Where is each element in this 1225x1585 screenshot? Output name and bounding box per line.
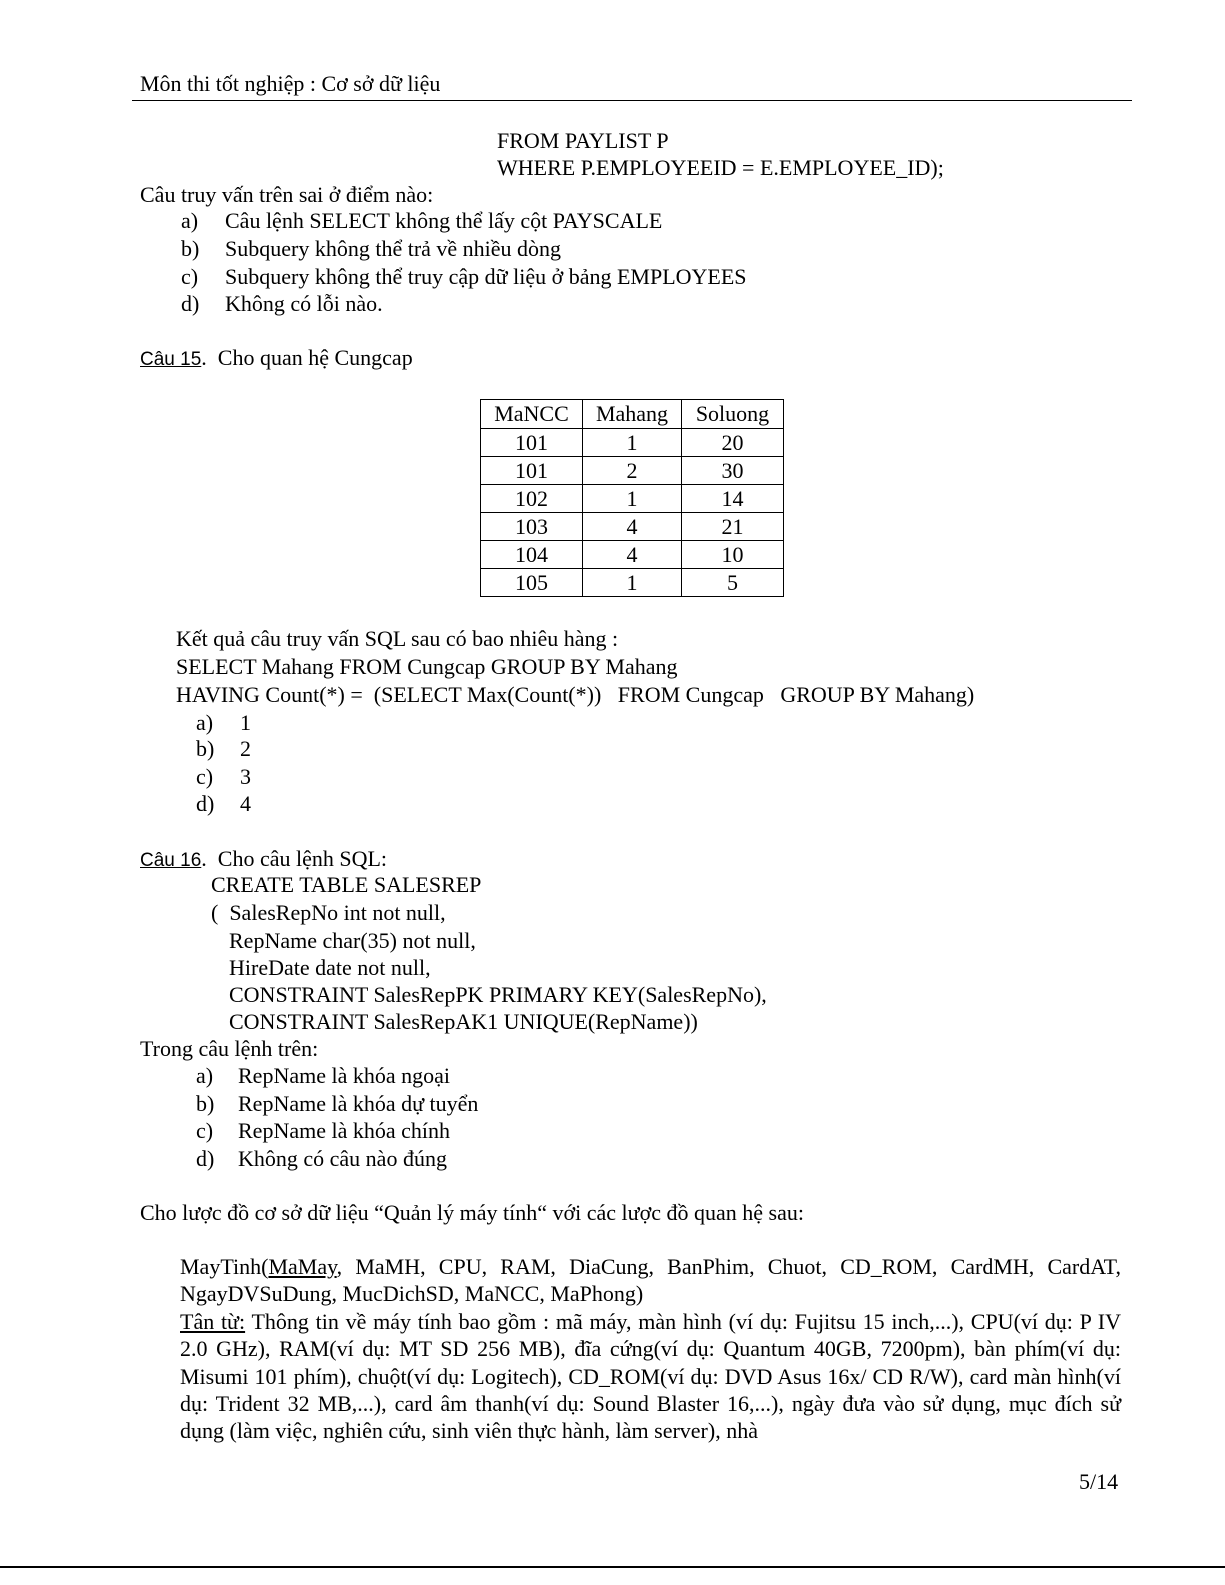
code-line: CONSTRAINT SalesRepAK1 UNIQUE(RepName)) [229, 1009, 698, 1034]
sql-line: HAVING Count(*) = (SELECT Max(Count(*)) FROM Cungcap GROUP BY Mahang) [176, 682, 975, 707]
question-number-punct: . [201, 846, 207, 871]
question-prompt: Trong câu lệnh trên: [140, 1036, 319, 1061]
relation-definition [180, 1253, 1121, 1308]
option-text: 1 [240, 710, 251, 735]
option-item [181, 235, 561, 262]
option-item [181, 290, 383, 317]
question-title: Cho câu lệnh SQL: [217, 846, 388, 871]
option-text: Không có lỗi nào. [225, 291, 383, 316]
table-cell: 14 [682, 485, 784, 513]
table-cell: 101 [481, 429, 583, 457]
question-prompt: Kết quả câu truy vấn SQL sau có bao nhiêu hàng : [176, 626, 619, 651]
table-cell: 21 [682, 513, 784, 541]
table-cell: 5 [682, 569, 784, 597]
code-line: RepName char(35) not null, [229, 928, 476, 953]
option-text: Câu lệnh SELECT không thể lấy cột PAYSCALE [225, 208, 663, 233]
predicate-label: Tân từ: [180, 1308, 246, 1334]
option-item [196, 763, 251, 790]
question-number: Câu 15 [140, 349, 202, 370]
option-item [196, 790, 251, 817]
option-item [196, 735, 251, 762]
predicate-text: Thông tin về máy tính bao gồm : mã máy, màn hình (ví dụ: Fujitsu 15 inch,...), CPU(ví dụ: P IV 2.0 GHz), RAM(ví dụ: MT SD 256 MB), đĩa cứng(ví dụ: Quantum 40GB, 7200pm), bàn phím(ví dụ: Misumi 101 phím), chuột(ví dụ: Logitech), CD_ROM(ví dụ: DVD Asus 16x/ CD R/W), card màn hình(ví dụ: Trident 32 MB,...), card âm thanh(ví dụ: Sound Blaster 16,...), ngày đưa vào sử dụng, mục đích sử dụng (làm việc, nghiên cứu, sinh viên thực hành, làm server), nhà [180, 1308, 1121, 1444]
table-row [481, 429, 784, 457]
cungcap-table [480, 399, 784, 597]
option-text: Subquery không thể trả về nhiều dòng [225, 236, 562, 261]
page-bottom-edge [0, 1566, 1225, 1568]
table-row [481, 457, 784, 485]
code-line: HireDate date not null, [229, 955, 431, 980]
table-cell: 101 [481, 457, 583, 485]
table-cell: 1 [583, 429, 682, 457]
table-cell: 4 [583, 513, 682, 541]
table-cell: 102 [481, 485, 583, 513]
table-row [481, 541, 784, 569]
option-text: RepName là khóa ngoại [238, 1063, 450, 1088]
header-rule [132, 100, 1132, 101]
option-item [196, 1117, 450, 1144]
predicate [180, 1308, 1121, 1445]
sql-line: SELECT Mahang FROM Cungcap GROUP BY Mahang [176, 654, 678, 679]
option-label: a) [196, 1063, 214, 1088]
option-item [196, 709, 251, 736]
table-row [481, 485, 784, 513]
table-cell: 30 [682, 457, 784, 485]
option-text: RepName là khóa dự tuyển [238, 1091, 479, 1116]
option-label: c) [196, 764, 214, 789]
option-label: c) [196, 1118, 214, 1143]
option-item [181, 263, 747, 290]
column-header: Soluong [682, 400, 784, 429]
option-label: d) [196, 791, 215, 816]
table-row [481, 569, 784, 597]
column-header: Mahang [583, 400, 682, 429]
table-cell: 103 [481, 513, 583, 541]
question-number-punct: . [201, 345, 207, 370]
question-number: Câu 16 [140, 850, 202, 871]
table-cell: 4 [583, 541, 682, 569]
schema-body [180, 1253, 1121, 1445]
schema-intro: Cho lược đồ cơ sở dữ liệu “Quản lý máy tính“ với các lược đồ quan hệ sau: [140, 1200, 804, 1225]
option-label: b) [181, 236, 200, 261]
option-text: RepName là khóa chính [238, 1118, 450, 1143]
code-line: FROM PAYLIST P [497, 128, 669, 153]
option-item [196, 1090, 478, 1117]
relation-attributes: , MaMH, CPU, RAM, DiaCung, BanPhim, Chuot, CD_ROM, CardMH, CardAT, NgayDVSuDung, MucDichSD, MaNCC, MaPhong) [180, 1254, 1121, 1307]
option-label: a) [196, 710, 214, 735]
table-row [481, 513, 784, 541]
table-cell: 105 [481, 569, 583, 597]
table-cell: 104 [481, 541, 583, 569]
code-line: CONSTRAINT SalesRepPK PRIMARY KEY(SalesRepNo), [229, 982, 767, 1007]
table-cell: 10 [682, 541, 784, 569]
column-header: MaNCC [481, 400, 583, 429]
option-label: a) [181, 208, 199, 233]
question-title: Cho quan hệ Cungcap [217, 345, 413, 370]
relation-name: MayTinh( [180, 1254, 269, 1279]
table-cell: 1 [583, 569, 682, 597]
code-line: WHERE P.EMPLOYEEID = E.EMPLOYEE_ID); [497, 155, 944, 180]
table-cell: 1 [583, 485, 682, 513]
option-text: 4 [240, 791, 251, 816]
option-text: Subquery không thể truy cập dữ liệu ở bảng EMPLOYEES [225, 264, 747, 289]
table-header-row [481, 400, 784, 429]
table-cell: 2 [583, 457, 682, 485]
option-label: d) [181, 291, 200, 316]
page-number: 5/14 [1079, 1469, 1119, 1494]
option-text: 3 [240, 764, 251, 789]
option-item [196, 1145, 447, 1172]
option-label: d) [196, 1146, 215, 1171]
page-header-title: Môn thi tốt nghiệp : Cơ sở dữ liệu [140, 71, 441, 96]
option-label: b) [196, 1091, 215, 1116]
question-16-heading [140, 845, 387, 874]
question-15-heading [140, 344, 413, 373]
option-label: c) [181, 264, 199, 289]
code-line: ( SalesRepNo int not null, [211, 900, 446, 925]
table-cell: 20 [682, 429, 784, 457]
code-line: CREATE TABLE SALESREP [211, 872, 482, 897]
option-label: b) [196, 736, 215, 761]
question-prompt: Câu truy vấn trên sai ở điểm nào: [140, 182, 434, 207]
option-text: 2 [240, 736, 251, 761]
relation-key: MaMay [268, 1254, 337, 1279]
option-item [181, 207, 662, 234]
option-item [196, 1062, 450, 1089]
option-text: Không có câu nào đúng [238, 1146, 447, 1171]
